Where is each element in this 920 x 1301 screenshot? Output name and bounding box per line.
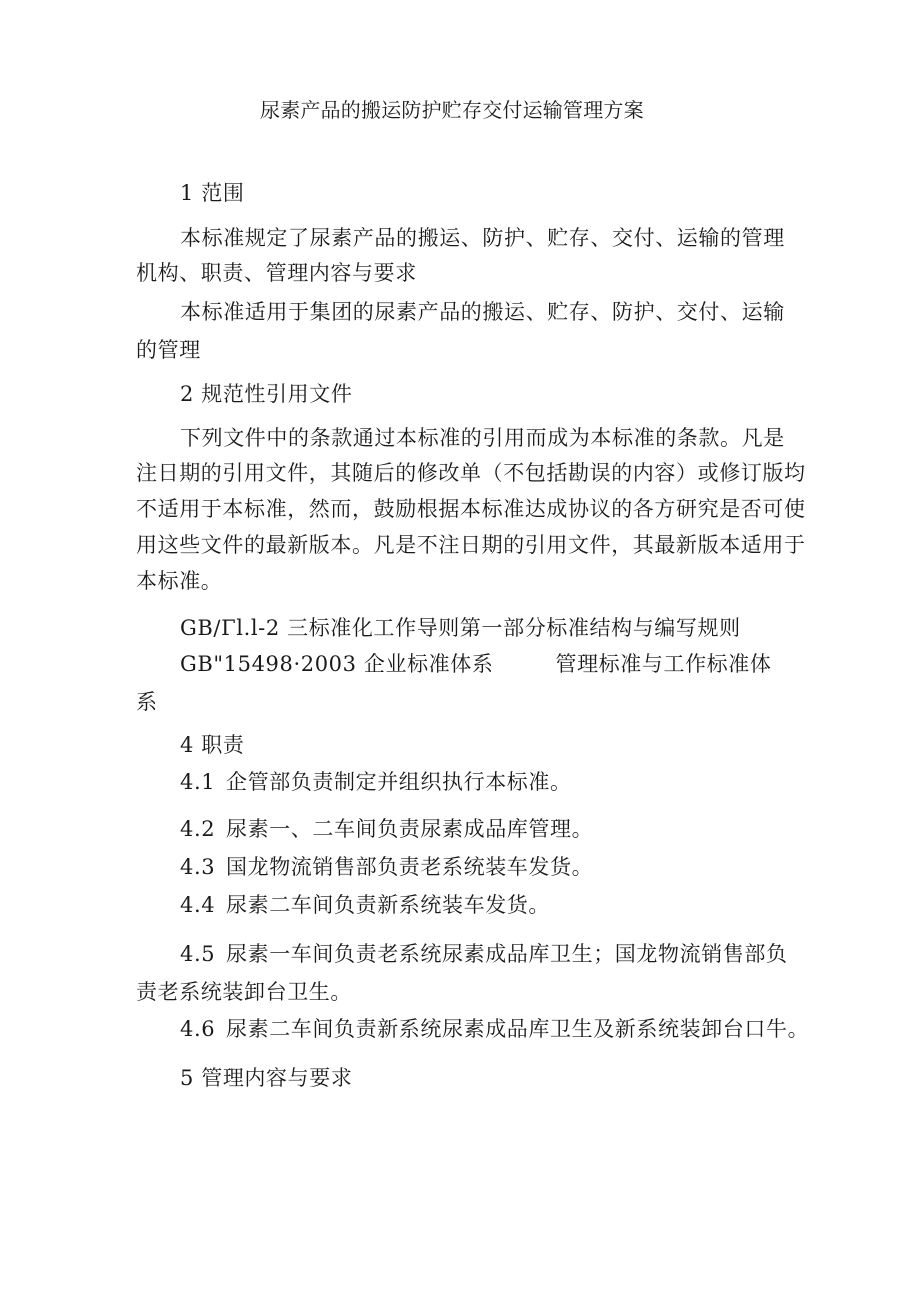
duty-item-4-6 bbox=[180, 1015, 809, 1043]
duty-item-4-1 bbox=[180, 768, 572, 796]
section-2-paragraph-line-3: 不适用于本标准，然而，鼓励根据本标准达成协议的各方研究是否可使 bbox=[136, 497, 806, 521]
duty-text: 尿素二车间负责新系统装车发货。 bbox=[226, 893, 550, 917]
section-1-heading: 1 范围 bbox=[180, 181, 245, 205]
duty-text: 尿素一、二车间负责尿素成品库管理。 bbox=[226, 817, 594, 841]
section-1-paragraph-2-line-2: 的管理 bbox=[136, 338, 201, 362]
section-1-paragraph-1-line-1: 本标准规定了尿素产品的搬运、防护、贮存、交付、运输的管理 bbox=[180, 226, 785, 250]
duty-text: 尿素一车间负责老系统尿素成品库卫生；国龙物流销售部负 bbox=[226, 942, 788, 966]
duty-text: 企管部负责制定并组织执行本标准。 bbox=[226, 770, 572, 794]
duty-item-4-3 bbox=[180, 853, 593, 881]
document-title: 尿素产品的搬运防护贮存交付运输管理方案 bbox=[260, 98, 644, 122]
section-2-paragraph-line-2: 注日期的引用文件，其随后的修改单（不包括勘误的内容）或修订版均 bbox=[136, 461, 806, 485]
duty-item-4-2 bbox=[180, 815, 593, 843]
section-4-heading: 4 职责 bbox=[180, 733, 245, 757]
section-2-paragraph-line-1: 下列文件中的条款通过本标准的引用而成为本标准的条款。凡是 bbox=[180, 426, 785, 450]
reference-gb-15498-continuation: 系 bbox=[136, 690, 158, 714]
section-1-paragraph-1-line-2: 机构、职责、管理内容与要求 bbox=[136, 261, 417, 285]
duty-number: 4.4 bbox=[180, 893, 216, 917]
duty-number: 4.3 bbox=[180, 855, 216, 879]
section-2-paragraph-line-4: 用这些文件的最新版本。凡是不注日期的引用文件，其最新版本适用于 bbox=[136, 533, 806, 557]
duty-number: 4.2 bbox=[180, 817, 216, 841]
duty-number: 4.1 bbox=[180, 770, 216, 794]
duty-item-4-5-continuation: 责老系统装卸台卫生。 bbox=[136, 980, 352, 1004]
section-2-paragraph-line-5: 本标准。 bbox=[136, 569, 223, 593]
duty-item-4-4 bbox=[180, 891, 550, 919]
reference-gb-1-1: GB∕Γl.l-2 三标准化工作导则第一部分标准结构与编写规则 bbox=[180, 616, 741, 640]
section-5-heading: 5 管理内容与要求 bbox=[180, 1066, 353, 1090]
section-1-paragraph-2-line-1: 本标准适用于集团的尿素产品的搬运、贮存、防护、交付、运输 bbox=[180, 300, 785, 324]
duty-number: 4.6 bbox=[180, 1017, 216, 1041]
reference-gb-15498-part-2: 管理标准与工作标准体 bbox=[555, 652, 772, 676]
duty-text: 尿素二车间负责新系统尿素成品库卫生及新系统装卸台口牛。 bbox=[226, 1017, 810, 1041]
duty-text: 国龙物流销售部负责老系统装车发货。 bbox=[226, 855, 594, 879]
reference-gb-15498-part-1: GB"15498·2003 企业标准体系 bbox=[180, 652, 494, 676]
duty-number: 4.5 bbox=[180, 942, 216, 966]
section-2-heading: 2 规范性引用文件 bbox=[180, 382, 353, 406]
duty-item-4-5 bbox=[180, 940, 788, 968]
reference-gb-15498 bbox=[180, 650, 771, 678]
